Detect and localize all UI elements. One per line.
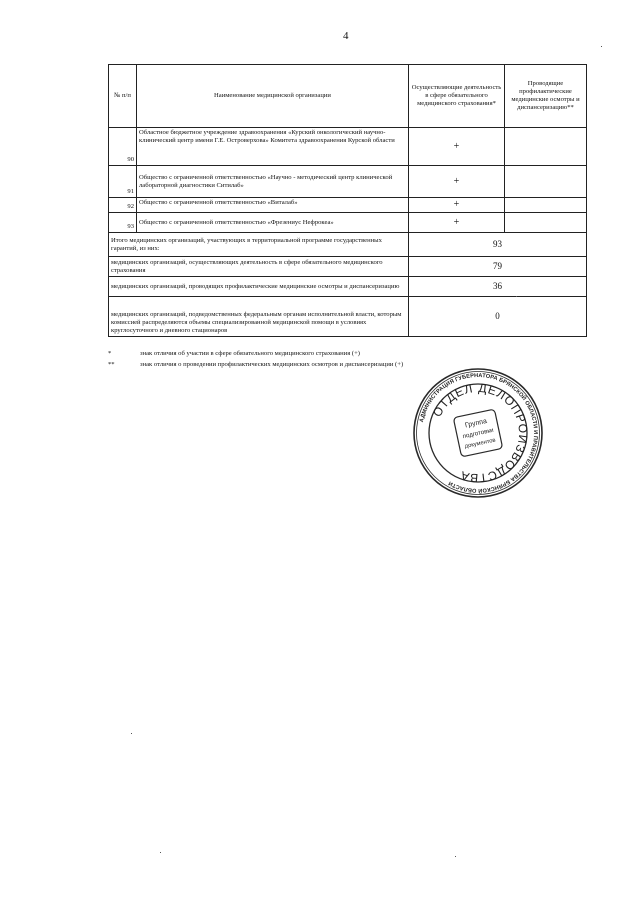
total-value: 36: [409, 277, 587, 297]
totals-row: [109, 257, 587, 277]
header-prof: Проводящие профилактические медицинские осмотры и диспансеризацию**: [505, 65, 587, 128]
organization-name: Областное бюджетное учреждение здравоохранения «Курский онкологический научно-клинический центр имени Г.Е. Островерхова» Комитета здравоохранения Курской области: [137, 128, 409, 166]
totals-row: [109, 233, 587, 257]
prof-mark: [505, 213, 587, 233]
organization-name: Общество с ограниченной ответственностью «Фрезениус Нефрокеа»: [137, 213, 409, 233]
row-number: 92: [109, 198, 137, 213]
table-row: [109, 128, 587, 166]
header-name: Наименование медицинской организации: [137, 65, 409, 128]
organization-name: Общество с ограниченной ответственностью «Научно - методический центр клинической лабораторной диагностики Ситилаб»: [137, 166, 409, 198]
prof-mark: [505, 166, 587, 198]
totals-row: [109, 297, 587, 337]
stamp-center-line-1: Группа: [464, 417, 488, 430]
page-number: 4: [343, 30, 349, 42]
footnote: [108, 361, 403, 372]
total-label: медицинских организаций, подведомственных федеральным органам исполнительной власти, которым комиссией распределяются объемы специализированной медицинской помощи в условиях круглосуточного и дневного стационаров: [109, 297, 409, 337]
scan-speck: [601, 46, 602, 47]
footnote-text: знак отличия о проведении профилактических медицинских осмотров и диспансеризации (+): [140, 361, 404, 368]
oms-mark: +: [409, 198, 505, 213]
footnotes: [108, 350, 403, 372]
table-row: [109, 213, 587, 233]
stamp-dept-text: ОТДЕЛ ДЕЛОПРОИЗВОДСТВА: [429, 380, 531, 486]
oms-mark: +: [409, 213, 505, 233]
footnote-text: знак отличия об участии в сфере обязательного медицинского страхования (+): [140, 350, 360, 357]
footnote-mark: **: [108, 361, 115, 368]
department-stamp: [412, 367, 544, 499]
stamp-ring-text: АДМИНИСТРАЦИЯ ГУБЕРНАТОРА БРЯНСКОЙ ОБЛАСТИ И ПРАВИТЕЛЬСТВА БРЯНСКОЙ ОБЛАСТИ: [419, 372, 539, 494]
scan-speck: [160, 852, 161, 853]
scan-speck: [131, 733, 132, 734]
stamp-center-line-3: документов: [464, 437, 497, 450]
header-oms: Осуществляющие деятельность в сфере обязательного медицинского страхования*: [409, 65, 505, 128]
organization-name: Общество с ограниченной ответственностью «Виталаб»: [137, 198, 409, 213]
total-label: Итого медицинских организаций, участвующих в территориальной программе государственных гарантий, из них:: [109, 233, 409, 257]
total-value: 0: [409, 297, 587, 337]
total-value: 93: [409, 233, 587, 257]
total-label: медицинских организаций, проводящих профилактические медицинские осмотры и диспансеризацию: [109, 277, 409, 297]
oms-mark: +: [409, 128, 505, 166]
totals-row: [109, 277, 587, 297]
footnote-mark: *: [108, 350, 112, 357]
oms-mark: +: [409, 166, 505, 198]
row-number: 91: [109, 166, 137, 198]
footnote: [108, 350, 403, 361]
prof-mark: [505, 198, 587, 213]
stamp-center-line-2: подготовки: [462, 426, 495, 441]
header-num: № п/п: [109, 65, 137, 128]
prof-mark: [505, 128, 587, 166]
table-row: [109, 198, 587, 213]
scan-speck: [455, 856, 456, 857]
total-value: 79: [409, 257, 587, 277]
table-row: [109, 166, 587, 198]
scan-speck: [516, 296, 517, 297]
total-label: медицинских организаций, осуществляющих деятельность в сфере обязательного медицинского страхования: [109, 257, 409, 277]
row-number: 93: [109, 213, 137, 233]
table-header-row: [109, 65, 587, 128]
row-number: 90: [109, 128, 137, 166]
